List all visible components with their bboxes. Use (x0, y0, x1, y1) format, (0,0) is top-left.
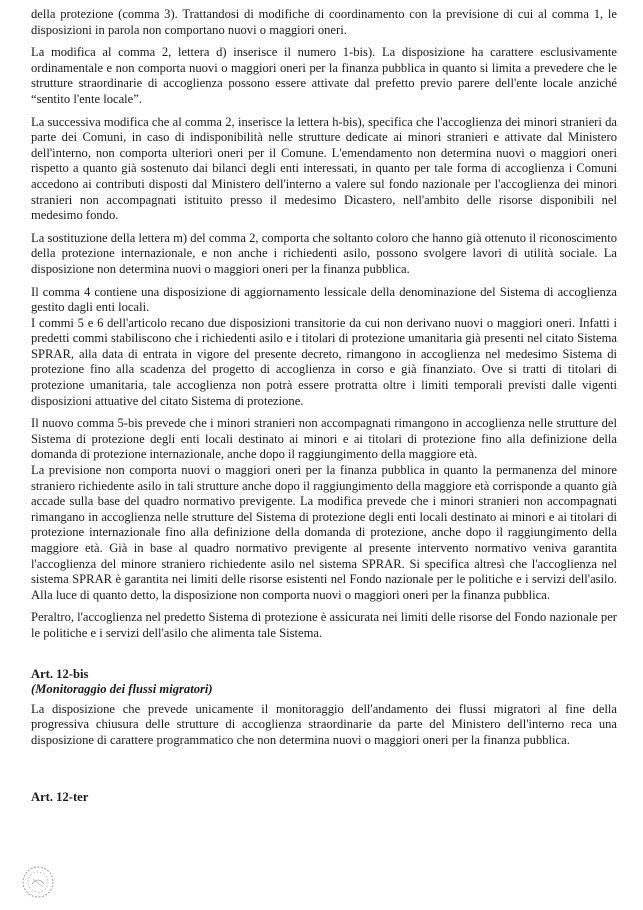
circular-stamp-icon (20, 864, 56, 900)
paragraph: Il comma 4 contiene una disposizione di aggiornamento lessicale della denominazione del Sistema di accoglienza gestito dagli enti locali. (31, 284, 617, 315)
spacer (31, 756, 617, 790)
article-heading: Art. 12-ter (31, 789, 89, 804)
paragraph: La sostituzione della lettera m) del comma 2, comporta che soltanto coloro che hanno già ottenuto il riconoscimento della protezione internazionale, e non anche i richiedenti asilo, possono svolgere lavori di utilità sociale. La disposizione non determina nuovi o maggiori oneri per la finanza pubblica. (31, 230, 617, 276)
spacer (31, 649, 617, 667)
paragraph: Il nuovo comma 5-bis prevede che i minori stranieri non accompagnati rimangono in accoglienza nelle strutture del Sistema di protezione degli enti locali destinato ai minori e ai titolari di protezione fino alla definizione della domanda di protezione internazionale, anche dopo il raggiungimento della maggiore età. (31, 416, 617, 462)
paragraph: La successiva modifica che al comma 2, inserisce la lettera h-bis), specifica che l'accoglienza dei minori stranieri da parte dei Comuni, in caso di indisponibilità nelle strutture dedicate ai minori stranieri e attivate dal Ministero dell'interno, non comporta ulteriori oneri per il Comune. L'emendamento non determina nuovi o maggiori oneri rispetto a quanto già sostenuto dai bilanci degli enti interessati, in quanto per tale forma di accoglienza i Comuni accedono ai contributi disposti dal Ministero dell'interno a valere sul fondo nazionale per l'accoglienza dei minori stranieri non accompagnati istituito presso il medesimo Dicastero, nell'ambito delle risorse disponibili nel medesimo fondo. (31, 114, 617, 223)
article-body: La disposizione che prevede unicamente il monitoraggio dell'andamento dei flussi migratori al fine della progressiva chiusura delle strutture di accoglienza straordinarie da parte del Ministero dell'interno reca una disposizione di carattere programmatico che non determina nuovi o maggiori oneri per la finanza pubblica. (31, 701, 617, 747)
paragraph: La modifica al comma 2, lettera d) inserisce il numero 1-bis). La disposizione ha carattere esclusivamente ordinamentale e non comporta nuovi o maggiori oneri per la finanza pubblica in quanto si limita a prevedere che le strutture straordinarie di accoglienza possono essere attivate dal prefetto previo parere dell'ente locale anziché “sentito l'ente locale”. (31, 45, 617, 106)
paragraph: La previsione non comporta nuovi o maggiori oneri per la finanza pubblica in quanto la permanenza del minore straniero richiedente asilo in tali strutture anche dopo il raggiungimento della maggiore età corrisponde a quanto già accade sulla base del quadro normativo previgente. La modifica prevede che i minori stranieri non accompagnati rimangano in accoglienza nelle strutture del Sistema di protezione degli enti locali destinato ai minori e ai titolari di protezione internazionale fino alla definizione della domanda di protezione, anche dopo il raggiungimento della maggiore età. Già in base al quadro normativo previgente al presente intervento normativo veniva garantita l'accoglienza del minore straniero richiedente asilo nel sistema SPRAR. Si specifica altresì che l'accoglienza nel sistema SPRAR è garantita nei limiti delle risorse esistenti nel Fondo nazionale per le politiche e i servizi dell'asilo. Alla luce di quanto detto, la disposizione non comporta nuovi o maggiori oneri per la finanza pubblica. (31, 463, 617, 602)
article-subtitle: (Monitoraggio dei flussi migratori) (31, 682, 213, 697)
paragraph: Peraltro, l'accoglienza nel predetto Sistema di protezione è assicurata nei limiti delle risorse del Fondo nazionale per le politiche e i servizi dell'asilo che alimenta tale Sistema. (31, 610, 617, 640)
article-12bis-section (31, 667, 617, 749)
paragraph: I commi 5 e 6 dell'articolo recano due disposizioni transitorie da cui non derivano nuovi o maggiori oneri. Infatti i predetti commi stabiliscono che i richiedenti asilo e i titolari di protezione umanitaria già presenti nel citato Sistema SPRAR, alla data di entrata in vigore del presente decreto, rimangono in accoglienza nel medesimo Sistema di protezione fino alla scadenza del progetto di accoglienza in corso e già finanziato. Ove si tratti di titolari di protezione umanitaria, tale accoglienza non potrà essere protratta oltre i limiti temporali previsti dalle vigenti disposizioni attuative del citato Sistema di protezione. (31, 315, 617, 408)
article-heading: Art. 12-bis (31, 666, 89, 681)
article-12ter-section (31, 790, 617, 806)
paragraph: della protezione (comma 3). Trattandosi di modifiche di coordinamento con la previsione di cui al comma 1, le disposizioni in parola non comportano nuovi o maggiori oneri. (31, 7, 617, 37)
